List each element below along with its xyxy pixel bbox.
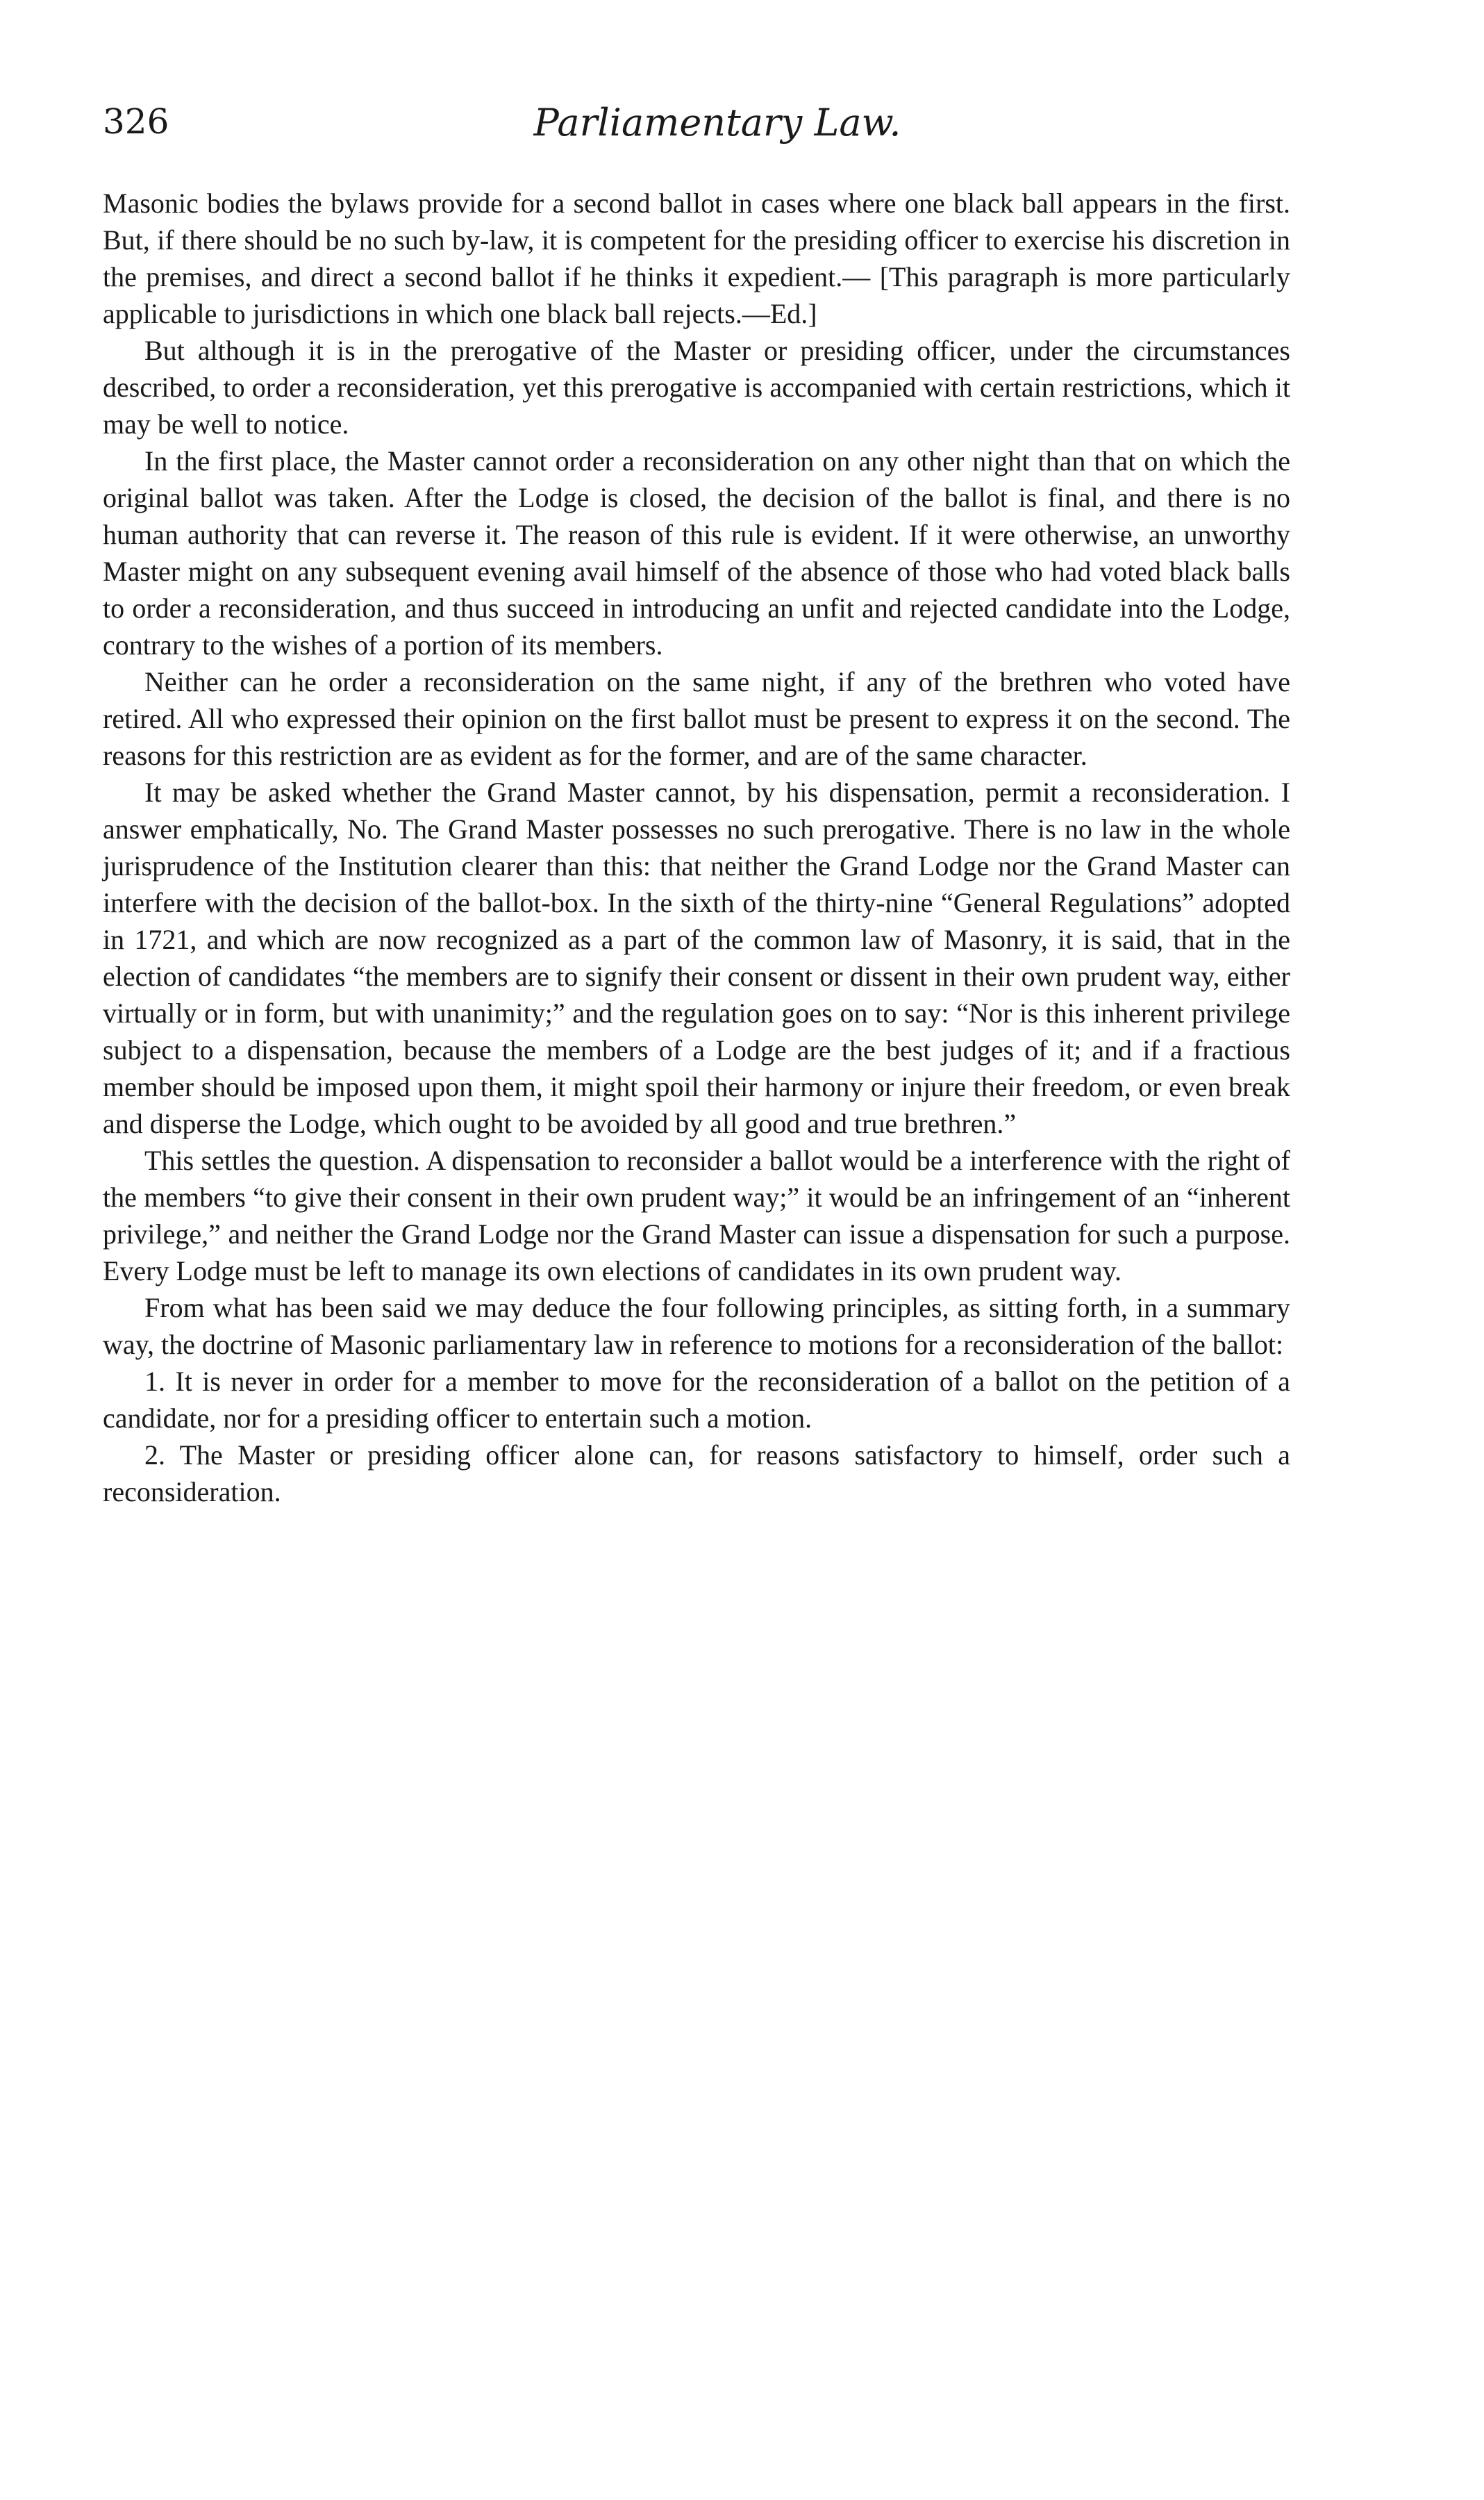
running-title: Parliamentary Law. [533, 101, 901, 144]
paragraph-settles-question: This settles the question. A dispensation to reconsider a ballot would be a interference with the right of the members “to give their consent in their own prudent way;” it would be an infringement of an “inherent privilege,” and neither the Grand Lodge nor the Grand Master can issue a dispensation for such a purpose. Every Lodge must be left to manage its own elections of candidates in its own prudent way. [103, 1145, 1290, 1286]
book-page [103, 101, 1290, 1510]
paragraph-first-place: In the first place, the Master cannot order a reconsideration on any other night than that on which the original ballot was taken. After the Lodge is closed, the decision of the ballot is final, and there is no human authority that can reverse it. The reason of this rule is evident. If it were otherwise, an unworthy Master might on any subsequent evening avail himself of the absence of those who had voted black balls to order a reconsideration, and thus succeed in introducing an unfit and rejected candidate into the Lodge, contrary to the wishes of a portion of its members. [103, 445, 1290, 661]
paragraph-same-night: Neither can he order a reconsideration on the same night, if any of the brethren who voted have retired. All who expressed their opinion on the first ballot must be present to express it on the second. The reasons for this restriction are as evident as for the former, and are of the same character. [103, 666, 1290, 771]
paragraph-prerogative: But although it is in the prerogative of the Master or presiding officer, under the circumstances described, to order a reconsideration, yet this prerogative is accompanied with certain restrictions, which it may be well to notice. [103, 335, 1290, 440]
principle-1: 1. It is never in order for a member to move for the reconsideration of a ballot on the petition of a candidate, nor for a presiding officer to entertain such a motion. [103, 1366, 1290, 1434]
principle-2: 2. The Master or presiding officer alone can, for reasons satisfactory to himself, order such a reconsideration. [103, 1439, 1290, 1507]
body-text [103, 185, 1290, 1510]
page-number: 326 [103, 101, 169, 142]
paragraph-grand-master: It may be asked whether the Grand Master cannot, by his dispensation, permit a reconsideration. I answer emphatically, No. The Grand Master possesses no such prerogative. There is no law in the whole jurisprudence of the Institution clearer than this: that neither the Grand Lodge nor the Grand Master can interfere with the decision of the ballot-box. In the sixth of the thirty-nine “General Regulations” adopted in 1721, and which are now recognized as a part of the common law of Masonry, it is said, that in the election of candidates “the members are to signify their consent or dissent in their own prudent way, either virtually or in form, but with unanimity;” and the regulation goes on to say: “Nor is this inherent privilege subject to a dispensation, because the members of a Lodge are the best judges of it; and if a fractious member should be imposed upon them, it might spoil their harmony or injure their freedom, or even break and disperse the Lodge, which ought to be avoided by all good and true brethren.” [103, 777, 1290, 1139]
paragraph-principles-intro: From what has been said we may deduce the four following principles, as sitting forth, in a summary way, the doctrine of Masonic parliamentary law in reference to motions for a reconsideration of the ballot: [103, 1292, 1290, 1360]
paragraph-continuation: Masonic bodies the bylaws provide for a second ballot in cases where one black ball appears in the first. But, if there should be no such by-law, it is competent for the presiding officer to exercise his discretion in the premises, and direct a second ballot if he thinks it expedient.— [This paragraph is more particularly applicable to jurisdictions in which one black ball rejects.—Ed.] [103, 188, 1290, 329]
running-head [103, 101, 1290, 160]
